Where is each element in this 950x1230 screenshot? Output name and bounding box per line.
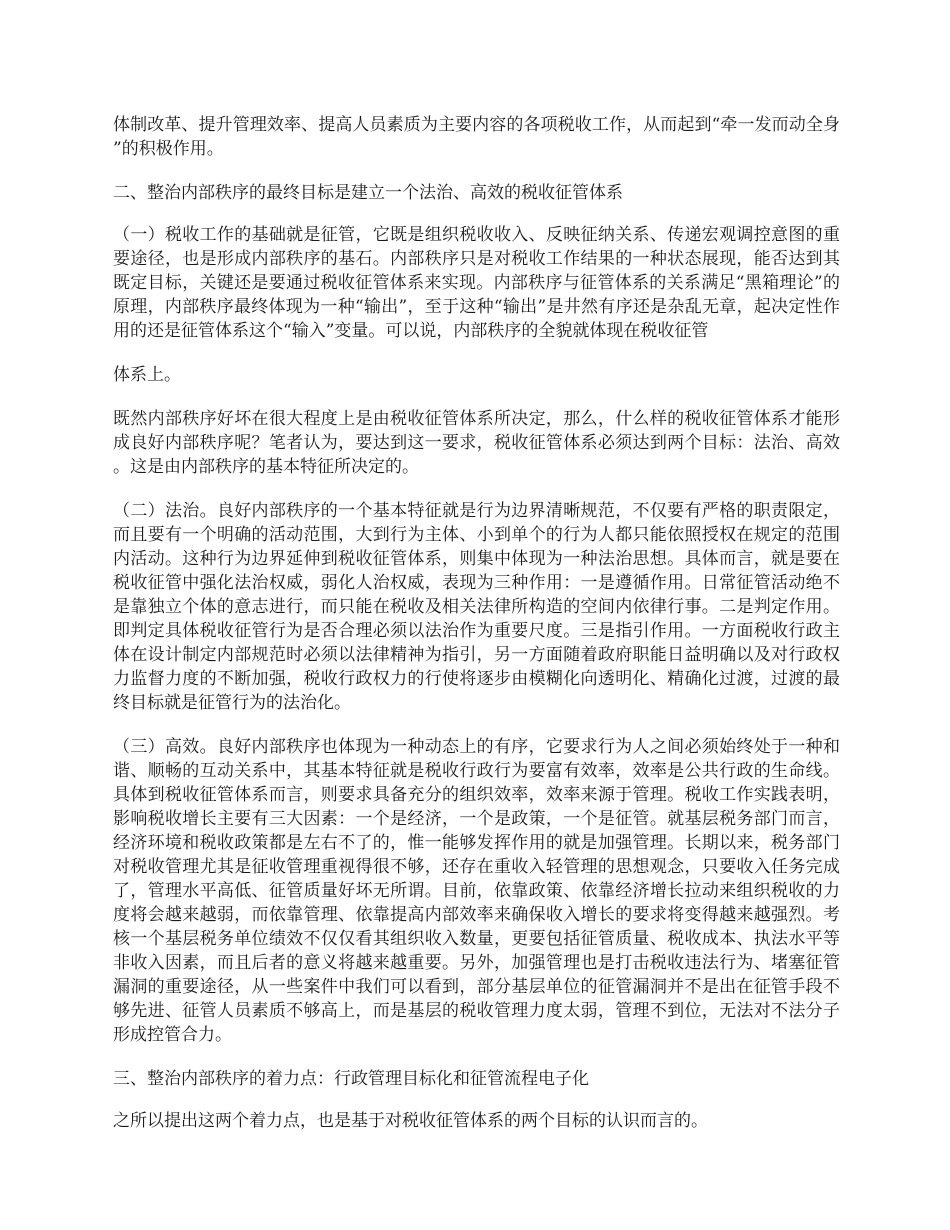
section-heading-goal: 二、整治内部秩序的最终目标是建立一个法治、高效的税收征管体系 <box>113 183 623 203</box>
paragraph-intro-continuation: 体制改革、提升管理效率、提高人员素质为主要内容的各项税收工作，从而起到“牵一发而动全身”的积极作用。 <box>113 115 840 159</box>
paragraph-focus-reason: 之所以提出这两个着力点，也是基于对税收征管体系的两个目标的认识而言的。 <box>113 1111 708 1131</box>
paragraph-efficiency: （三）高效。良好内部秩序也体现为一种动态上的有序，它要求行为人之间必须始终处于一种和谐、顺畅的互动关系中，其基本特征就是税收行政行为要富有效率，效率是公共行政的生命线。具体到税收征管体系而言，则要求具备充分的组织效率，效率来源于管理。税收工作实践表明，影响税收增长主要有三大因素：一个是经济，一个是政策，一个是征管。就基层税务部门而言，经济环境和税收政策都是左右不了的，惟一能够发挥作用的就是加强管理。长期以来，税务部门对税收管理尤其是征收管理重视得很不够，还存在重收入轻管理的思想观念，只要收入任务完成了，管理水平高低、征管质量好坏无所谓。目前，依靠政策、依靠经济增长拉动来组织税收的力度将会越来越弱，而依靠管理、依靠提高内部效率来确保收入增长的要求将变得越来越强烈。考核一个基层税务单位绩效不仅仅看其组织收入数量，更要包括征管质量、税收成本、执法水平等非收入因素，而且后者的意义将越来越重要。另外，加强管理也是打击税收违法行为、堵塞征管漏洞的重要途径，从一些案件中我们可以看到，部分基层单位的征管漏洞并不是出在征管手段不够先进、征管人员素质不够高上，而是基层的税收管理力度太弱，管理不到位，无法对不法分子形成控管合力。 <box>113 737 840 1045</box>
paragraph-collection-foundation: （一）税收工作的基础就是征管，它既是组织税收收入、反映征纳关系、传递宏观调控意图的重要途径，也是形成内部秩序的基石。内部秩序只是对税收工作结果的一种状态展现，能否达到其既定目标，关键还是要通过税收征管体系来实现。内部秩序与征管体系的关系满足“黑箱理论”的原理，内部秩序最终体现为一种“输出”，至于这种“输出”是井然有序还是杂乱无章，起决定性作用的还是征管体系这个“输入”变量。可以说，内部秩序的全貌就体现在税收征管 <box>113 225 840 341</box>
section-heading-focus-points: 三、整治内部秩序的着力点：行政管理目标化和征管流程电子化 <box>113 1069 589 1089</box>
document-page <box>113 113 840 1153</box>
paragraph-rule-of-law: （二）法治。良好内部秩序的一个基本特征就是行为边界清晰规范，不仅要有严格的职责限定，而且要有一个明确的活动范围，大到行为主体、小到单个的行为人都只能依照授权在规定的范围内活动。这种行为边界延伸到税收征管体系，则集中体现为一种法治思想。具体而言，就是要在税收征管中强化法治权威，弱化人治权威，表现为三种作用：一是遵循作用。日常征管活动绝不是靠独立个体的意志进行，而只能在税收及相关法律所构造的空间内依律行事。二是判定作用。即判定具体税收征管行为是否合理必须以法治作为重要尺度。三是指引作用。一方面税收行政主体在设计制定内部规范时必须以法律精神为指引，另一方面随着政府职能日益明确以及对行政权力监督力度的不断加强，税收行政权力的行使将逐步由模糊化向透明化、精确化过渡，过渡的最终目标就是征管行为的法治化。 <box>113 501 840 713</box>
paragraph-two-goals: 既然内部秩序好坏在很大程度上是由税收征管体系所决定，那么，什么样的税收征管体系才能形成良好内部秩序呢？笔者认为，要达到这一要求，税收征管体系必须达到两个目标：法治、高效。这是由内部秩序的基本特征所决定的。 <box>113 409 840 477</box>
paragraph-system-continuation: 体系上。 <box>113 365 181 385</box>
